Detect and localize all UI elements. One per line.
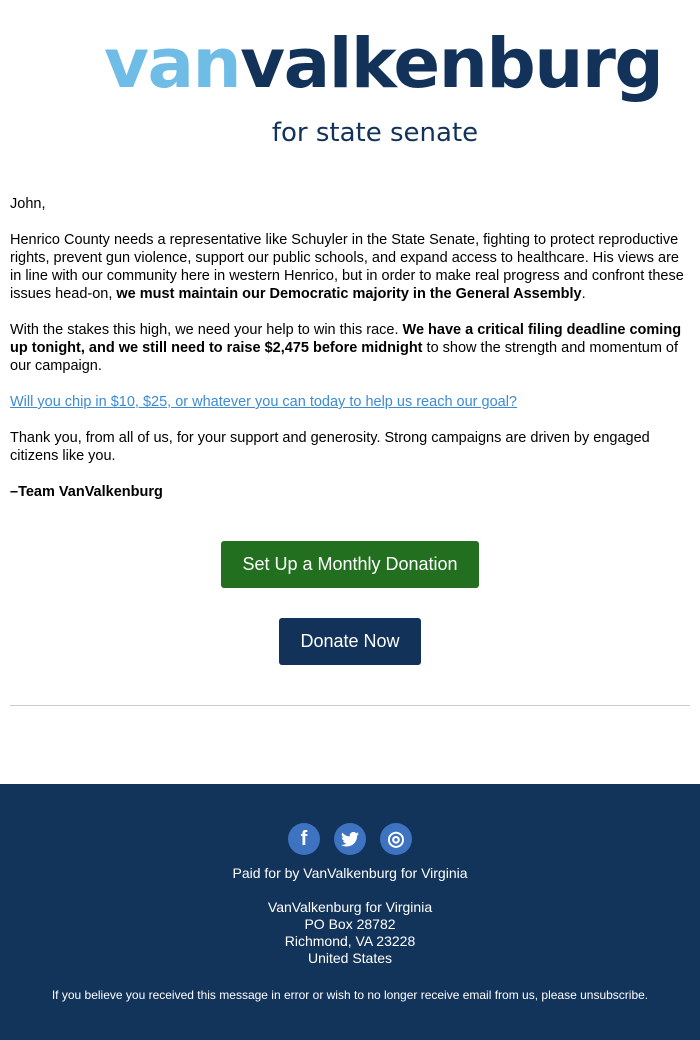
header <box>0 0 700 195</box>
address: VanValkenburg for Virginia PO Box 28782 Richmond, VA 23228 United States <box>267 899 433 966</box>
footer <box>0 784 700 1040</box>
email-body <box>0 195 700 501</box>
instagram-icon[interactable]: ◎ <box>380 823 412 855</box>
logo: vanvalkenburg <box>104 24 663 104</box>
paid-for: Paid for by VanValkenburg for Virginia <box>232 865 468 881</box>
logo-tagline: for state senate <box>271 118 479 148</box>
unsubscribe-notice[interactable]: If you believe you received this message in error or wish to no longer receive email from us, please unsubscribe. <box>51 988 649 1002</box>
donate-link[interactable]: Will you chip in $10, $25, or whatever you can today to help us reach our goal? <box>10 394 517 410</box>
facebook-icon[interactable]: f <box>288 823 320 855</box>
signature: –Team VanValkenburg <box>10 484 163 500</box>
divider <box>10 705 690 706</box>
paragraph-3: Thank you, from all of us, for your support and generosity. Strong campaigns are driven by engaged citizens like you. <box>10 430 650 464</box>
paragraph-1: Henrico County needs a representative like Schuyler in the State Senate, fighting to protect reproductive rights, prevent gun violence, support our public schools, and expand access to healthcare. His views are in line with our community here in western Henrico, but in order to make real progress and confront these issues head-on, we must maintain our Democratic majority in the General Assembly. <box>10 232 684 302</box>
social-links <box>0 823 700 855</box>
twitter-icon[interactable] <box>334 823 366 855</box>
paragraph-2: With the stakes this high, we need your help to win this race. We have a critical filing deadline coming up tonight, and we still need to raise $2,475 before midnight to show the strength and momentum of our campaign. <box>10 322 682 374</box>
monthly-donation-button[interactable]: Set Up a Monthly Donation <box>221 541 478 588</box>
greeting: John, <box>10 196 46 212</box>
donate-now-button[interactable]: Donate Now <box>279 618 420 665</box>
